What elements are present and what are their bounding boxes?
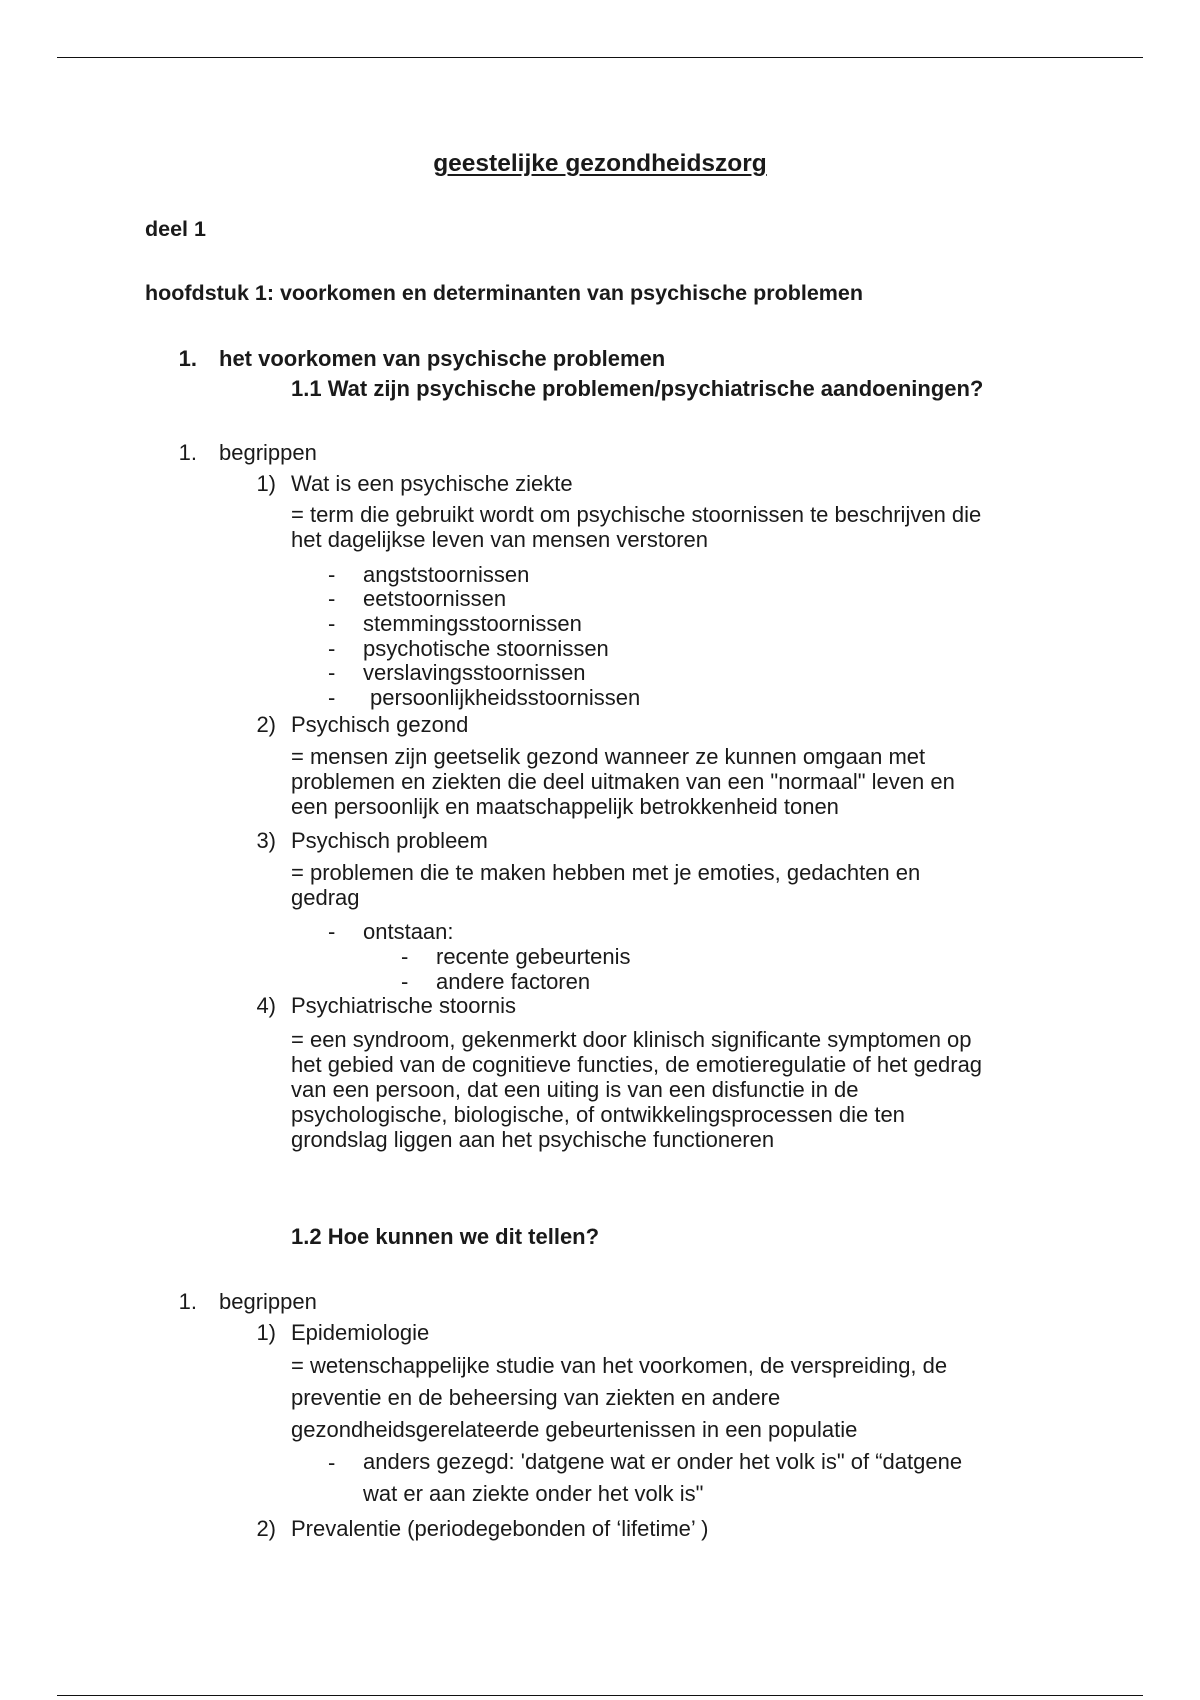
item-number: 1) [256, 1320, 276, 1345]
subsection-title: 1.2 Hoe kunnen we dit tellen? [291, 1224, 600, 1249]
item-title: Prevalentie (periodegebonden of ‘lifetime’ ) [291, 1516, 709, 1541]
bullet-dash: - [328, 636, 336, 661]
definition-line: van een persoon, dat een uiting is van een disfunctie in de [291, 1077, 859, 1102]
list-heading: begrippen [219, 440, 317, 465]
section-title: het voorkomen van psychische problemen [219, 346, 666, 371]
item-number: 2) [256, 712, 276, 737]
item-number: 1) [256, 471, 276, 496]
subsection-title: 1.1 Wat zijn psychische problemen/psychiatrische aandoeningen? [291, 376, 984, 401]
bullet-dash: - [328, 685, 336, 710]
definition-line: = wetenschappelijke studie van het voorkomen, de verspreiding, de [291, 1353, 948, 1378]
list-item: stemmingsstoornissen [363, 611, 582, 636]
definition [291, 1027, 982, 1152]
definition [291, 1350, 947, 1446]
footer-rule [57, 1695, 1143, 1696]
document-title: geestelijke gezondheidszorg [433, 150, 767, 177]
list-item: persoonlijkheidsstoornissen [370, 685, 641, 710]
definition-line: een persoonlijk en maatschappelijk betrokkenheid tonen [291, 794, 839, 819]
item-title: Epidemiologie [291, 1320, 430, 1345]
item-title: Psychisch gezond [291, 712, 469, 737]
bullet-dash: - [328, 611, 336, 636]
bullet-dash: - [401, 969, 409, 994]
definition-line: het gebied van de cognitieve functies, de emotieregulatie of het gedrag [291, 1052, 983, 1077]
definition-line: psychologische, biologische, of ontwikkelingsprocessen die ten [291, 1102, 905, 1127]
bullet-dash: - [328, 1450, 336, 1475]
bullet-dash: - [328, 660, 336, 685]
list-item: ontstaan: [363, 919, 454, 944]
item-number: 3) [256, 828, 276, 853]
definition-line: = mensen zijn geetselik gezond wanneer ze kunnen omgaan met [291, 744, 926, 769]
list-heading: begrippen [219, 1289, 317, 1314]
list-item: angststoornissen [363, 562, 530, 587]
item-title: Psychiatrische stoornis [291, 993, 516, 1018]
list-item: andere factoren [436, 969, 591, 994]
item-title: Wat is een psychische ziekte [291, 471, 573, 496]
list-item: verslavingsstoornissen [363, 660, 586, 685]
definition-line: grondslag liggen aan het psychische functioneren [291, 1127, 775, 1152]
item-title: Psychisch probleem [291, 828, 488, 853]
list-number: 1. [178, 440, 197, 465]
definition-line: = een syndroom, gekenmerkt door klinisch significante symptomen op [291, 1027, 972, 1052]
definition-line: gedrag [291, 885, 360, 910]
list-item-line: wat er aan ziekte onder het volk is" [363, 1481, 704, 1506]
definition-line: problemen en ziekten die deel uitmaken van een "normaal" leven en [291, 769, 955, 794]
definition [291, 860, 920, 910]
item-number: 2) [256, 1516, 276, 1541]
list-item: psychotische stoornissen [363, 636, 609, 661]
definition-line: = problemen die te maken hebben met je emoties, gedachten en [291, 860, 921, 885]
item-number: 4) [256, 993, 276, 1018]
list-item: eetstoornissen [363, 586, 507, 611]
part-heading: deel 1 [145, 217, 206, 241]
bullet-dash: - [401, 944, 409, 969]
definition-line: het dagelijkse leven van mensen verstoren [291, 527, 709, 552]
list-number: 1. [178, 1289, 197, 1314]
definition-line: gezondheidsgerelateerde gebeurtenissen in een populatie [291, 1417, 858, 1442]
bullet-dash: - [328, 586, 336, 611]
definition-line: = term die gebruikt wordt om psychische stoornissen te beschrijven die [291, 502, 982, 527]
list-item [363, 1446, 962, 1510]
header-rule [57, 57, 1143, 58]
list-item-line: anders gezegd: 'datgene wat er onder het volk is" of “datgene [363, 1449, 963, 1474]
chapter-heading: hoofdstuk 1: voorkomen en determinanten van psychische problemen [145, 281, 864, 305]
section-number: 1. [178, 346, 197, 371]
definition-line: preventie en de beheersing van ziekten en andere [291, 1385, 781, 1410]
bullet-dash: - [328, 919, 336, 944]
list-item: recente gebeurtenis [436, 944, 631, 969]
definition [291, 502, 981, 552]
bullet-dash: - [328, 562, 336, 587]
definition [291, 744, 955, 819]
